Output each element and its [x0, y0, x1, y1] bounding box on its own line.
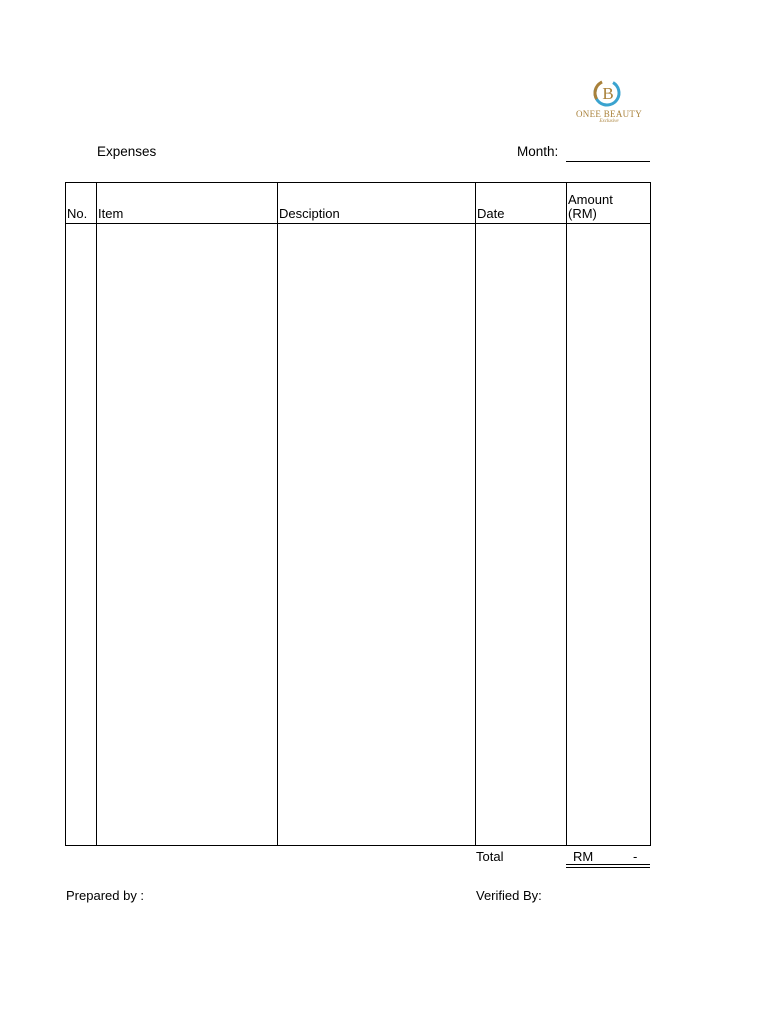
column-header-description: Desciption: [279, 206, 340, 221]
total-underline-top: [566, 864, 650, 865]
header-divider: [66, 223, 650, 224]
column-header-item: Item: [98, 206, 124, 221]
month-label: Month:: [517, 144, 559, 159]
column-header-amount-line1: Amount: [568, 192, 613, 207]
expenses-table: [65, 182, 651, 846]
total-currency: RM: [573, 849, 594, 864]
logo-company-name: ONEE BEAUTY: [575, 109, 643, 119]
column-header-amount-line2: (RM): [568, 206, 597, 221]
month-field[interactable]: [566, 161, 650, 162]
logo-tagline: Exclusive: [599, 119, 619, 124]
page-title: Expenses: [97, 144, 157, 159]
column-divider-no: [96, 183, 97, 845]
column-divider-date: [566, 183, 567, 845]
total-value: -: [633, 849, 638, 864]
column-divider-description: [475, 183, 476, 845]
column-header-date: Date: [477, 206, 505, 221]
prepared-by-label: Prepared by :: [66, 888, 145, 903]
verified-by-label: Verified By:: [476, 888, 542, 903]
svg-text:B: B: [602, 84, 614, 103]
total-label: Total: [476, 849, 504, 864]
company-logo: [573, 76, 645, 132]
column-divider-item: [277, 183, 278, 845]
column-header-no: No.: [67, 206, 88, 221]
logo-mark-icon: [573, 76, 645, 110]
column-header-amount: [568, 193, 613, 221]
total-underline-bottom: [566, 867, 650, 868]
